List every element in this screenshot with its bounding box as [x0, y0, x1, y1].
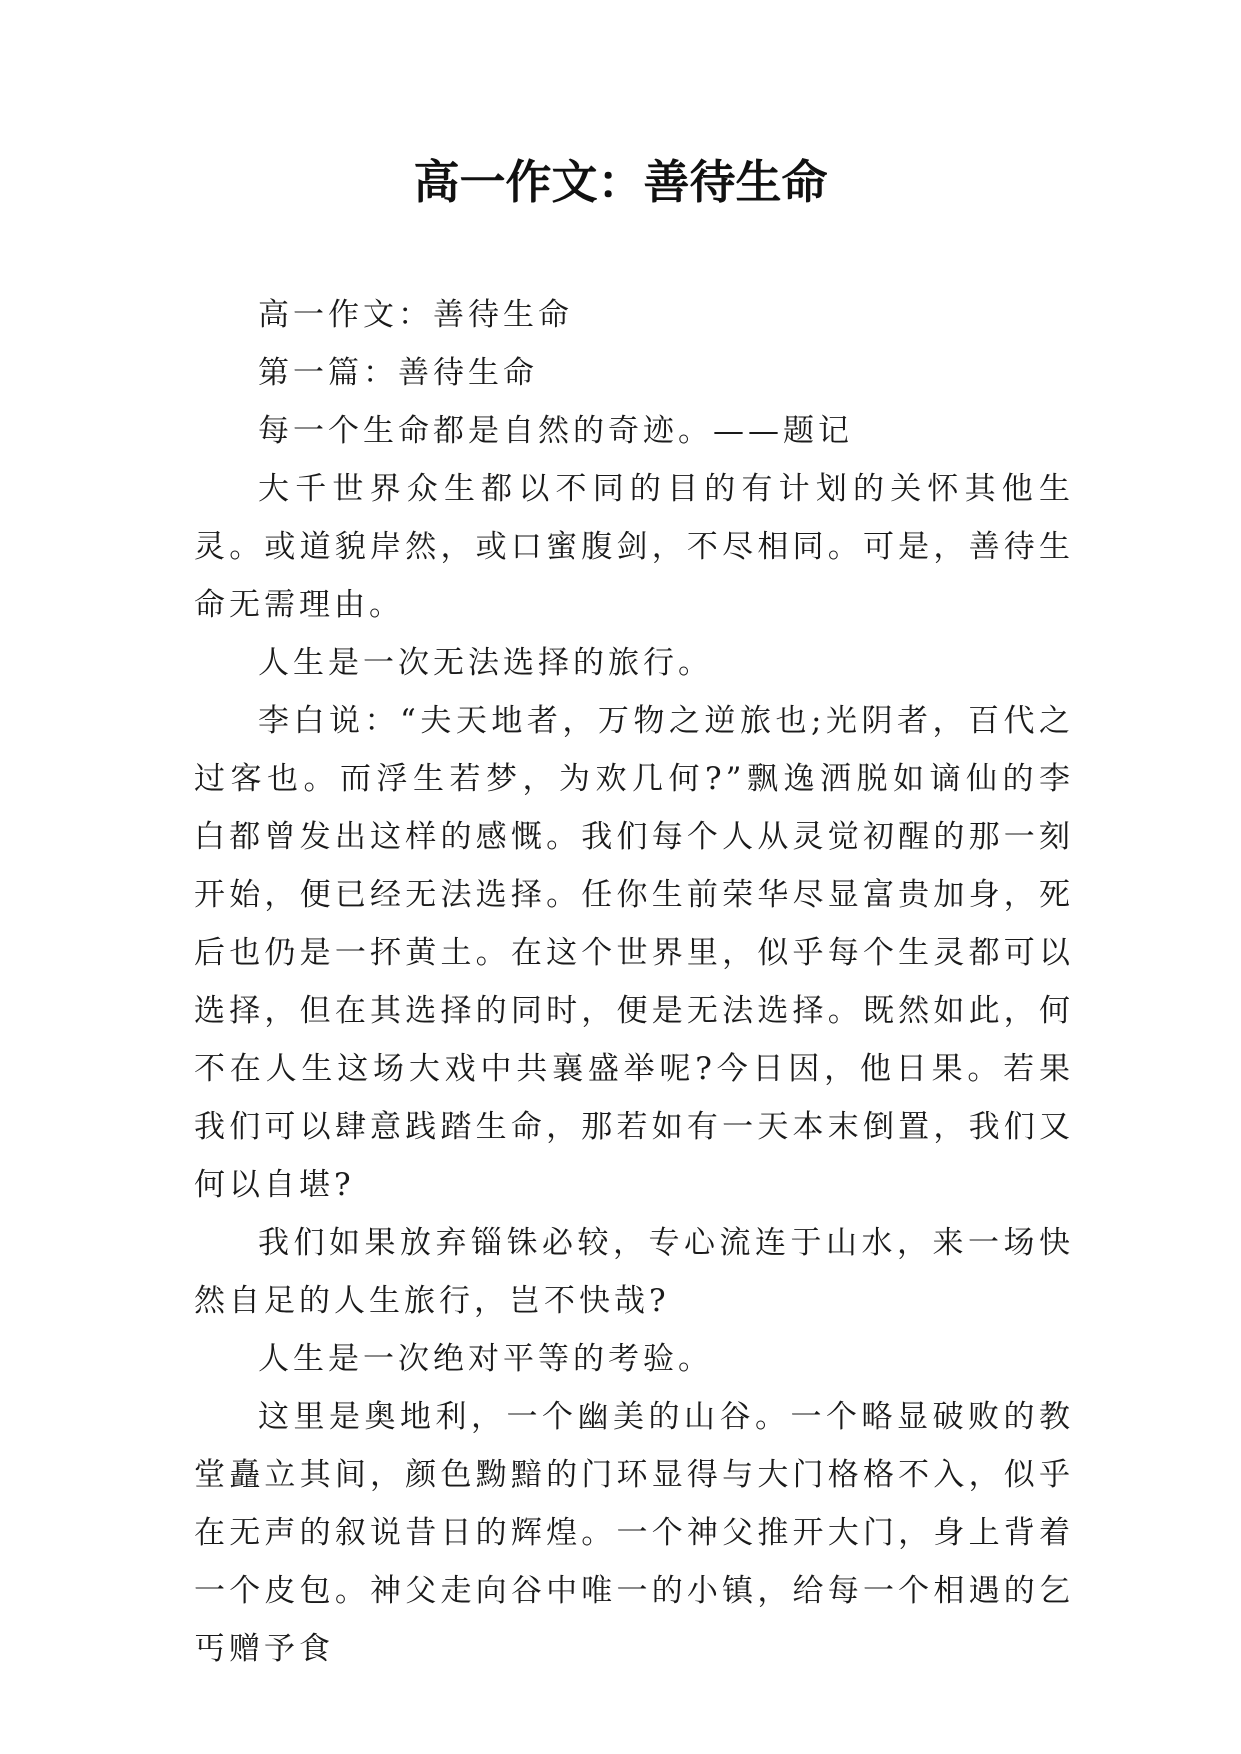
paragraph: 第一篇：善待生命: [258, 355, 538, 391]
paragraph: 每一个生命都是自然的奇迹。——题记: [258, 413, 853, 449]
paragraph: 李白说：“夫天地者，万物之逆旅也;光阴者，百代之过客也。而浮生若梦，为欢几何?”飘逸洒脱如谪仙的李白都曾发出这样的感慨。我们每个人从灵觉初醒的那一刻开始，便已经无法选择。任你生前荣华尽显富贵加身，死后也仍是一抔黄土。在这个世界里，似乎每个生灵都可以选择，但在其选择的同时，便是无法选择。既然如此，何不在人生这场大戏中共襄盛举呢?今日因，他日果。若果我们可以肆意践踏生命，那若如有一天本末倒置，我们又何以自堪?: [194, 703, 1074, 1203]
document-title: 高一作文：善待生命: [413, 155, 828, 209]
document-body: [194, 286, 1074, 1678]
paragraph: 我们如果放弃锱铢必较，专心流连于山水，来一场快然自足的人生旅行，岂不快哉?: [194, 1225, 1074, 1319]
paragraph: 高一作文：善待生命: [258, 297, 573, 333]
paragraph: 人生是一次绝对平等的考验。: [258, 1341, 713, 1377]
paragraph: 大千世界众生都以不同的目的有计划的关怀其他生灵。或道貌岸然，或口蜜腹剑，不尽相同。可是，善待生命无需理由。: [194, 471, 1074, 623]
paragraph: 人生是一次无法选择的旅行。: [258, 645, 713, 681]
paragraph: 这里是奥地利，一个幽美的山谷。一个略显破败的教堂矗立其间，颜色黝黯的门环显得与大门格格不入，似乎在无声的叙说昔日的辉煌。一个神父推开大门，身上背着一个皮包。神父走向谷中唯一的小镇，给每一个相遇的乞丐赠予食: [194, 1399, 1074, 1667]
